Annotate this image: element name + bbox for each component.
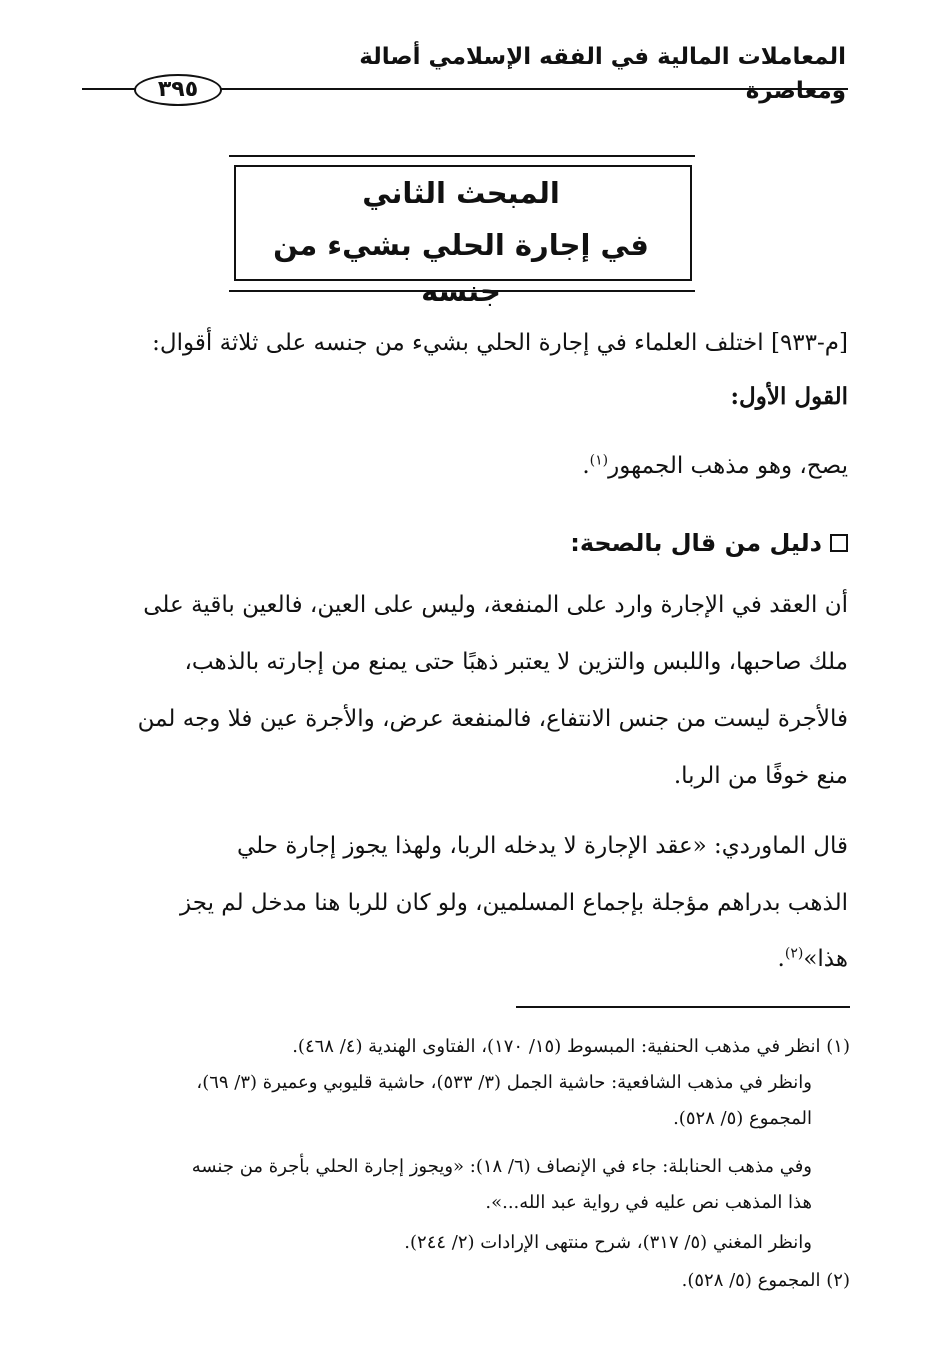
footnote-1-line: وانظر في مذهب الشافعية: حاشية الجمل (٣/ ٥٣٣)، حاشية قليوبي وعميرة (٣/ ٦٩)، <box>196 1072 812 1093</box>
footnote-1-line: هذا المذهب نص عليه في رواية عبد الله...». <box>485 1192 812 1213</box>
footnote-ref-1: (١) <box>589 452 609 469</box>
first-opinion-text: يصح، وهو مذهب الجمهور <box>608 453 848 479</box>
first-opinion-end: . <box>582 453 590 479</box>
footnote-separator <box>516 1006 850 1008</box>
quote-last-text: هذا» <box>803 946 848 972</box>
section-subtitle: في إجارة الحلي بشيء من جنسه <box>273 228 649 308</box>
footnote-1-line: وانظر المغني (٥/ ٣١٧)، شرح منتهى الإرادات (٢/ ٢٤٤). <box>404 1232 812 1253</box>
intro-paragraph: [م-٩٣٣] اختلف العلماء في إجارة الحلي بشيء من جنسه على ثلاثة أقوال: <box>152 330 848 356</box>
evidence-line: ملك صاحبها، واللبس والتزين لا يعتبر ذهبًا حتى يمنع من إجارته بالذهب، <box>184 649 848 675</box>
section-title: المبحث الثاني <box>362 176 560 210</box>
footnote-2: (٢) المجموع (٥/ ٥٢٨). <box>681 1270 850 1291</box>
footnote-1-line: وفي مذهب الحنابلة: جاء في الإنصاف (٦/ ١٨): «ويجوز إجارة الحلي بأجرة من جنسه <box>191 1156 812 1177</box>
quote-last-line <box>88 933 848 985</box>
square-bullet-icon <box>830 534 848 552</box>
evidence-line: أن العقد في الإجارة وارد على المنفعة، وليس على العين، فالعين باقية على <box>143 592 848 618</box>
evidence-line: منع خوفًا من الربا. <box>673 763 848 789</box>
evidence-line: فالأجرة ليست من جنس الانتفاع، فالمنفعة عرض، والأجرة عين فلا وجه لمن <box>137 706 848 732</box>
quote-end: . <box>777 946 785 972</box>
quote-line: قال الماوردي: «عقد الإجارة لا يدخله الربا، ولهذا يجوز إجارة حلي <box>237 833 848 859</box>
quote-line: الذهب بدراهم مؤجلة بإجماع المسلمين، ولو كان للربا هنا مدخل لم يجز <box>180 890 848 916</box>
footnote-ref-2: (٢) <box>784 945 804 962</box>
footnote-1-line: (١) انظر في مذهب الحنفية: المبسوط (١٥/ ١٧٠)، الفتاوى الهندية (٤/ ٤٦٨). <box>292 1036 850 1057</box>
first-opinion-label: القول الأول: <box>730 383 848 410</box>
running-title: المعاملات المالية في الفقه الإسلامي أصالة ومعاصرة <box>359 44 846 104</box>
evidence-heading <box>88 517 848 569</box>
evidence-heading-text: دليل من قال بالصحة: <box>570 529 822 557</box>
footnote-1-line: المجموع (٥/ ٥٢٨). <box>673 1108 812 1129</box>
page-number: ٣٩٥ <box>134 74 222 106</box>
first-opinion <box>88 440 848 492</box>
